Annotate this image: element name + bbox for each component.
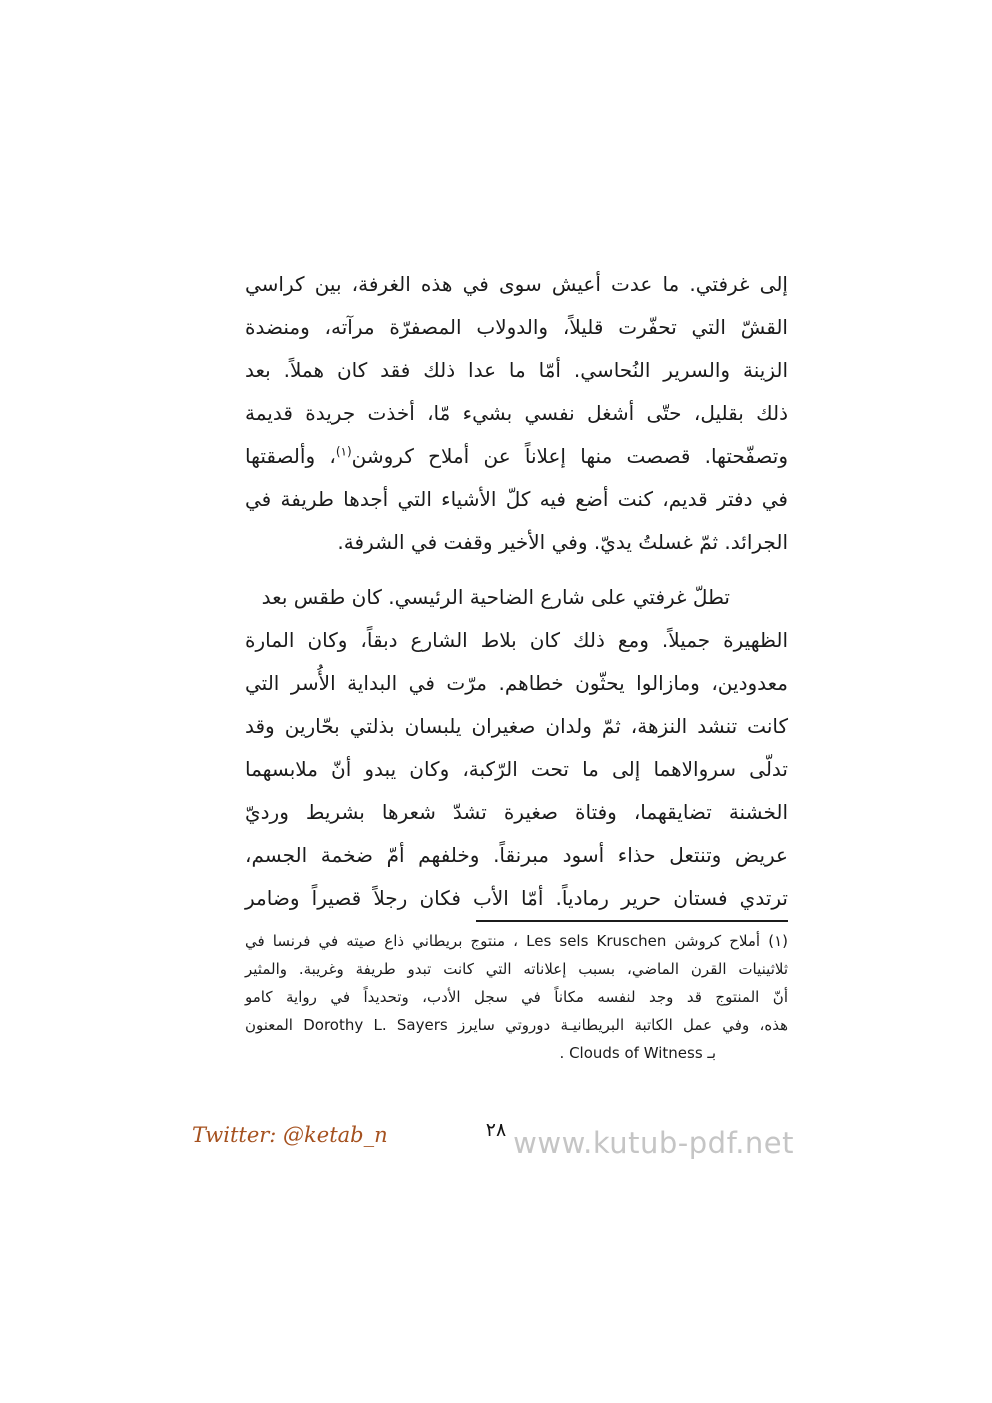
footnote-line: (١) أملاح كروشن Les sels Kruschen ، منتوج بريطاني ذاع صيته في فرنسا في <box>245 932 789 950</box>
text-line: ذلك بقليل، حتّى أشغل نفسي بشيء مّا، أخذت جريدة قديمة <box>245 401 788 425</box>
text-line: عريض وتنتعل حذاء أسود مبرنقاً. وخلفهم أمّ ضخمة الجسم، <box>245 843 788 867</box>
text-line: ترتدي فستان حرير رمادياً. أمّا الأب فكان رجلاً قصيراً وضامر <box>245 886 788 910</box>
footnote-line: أنّ المنتوج قد وجد لنفسه مكاناً في سجل الأدب، وتحديداً في رواية كامو <box>245 988 788 1006</box>
body-paragraph-1 <box>245 263 788 564</box>
text-line: الخشنة تضايقهما، وفتاة صغيرة تشدّ شعرها بشريط ورديّ <box>245 800 788 824</box>
text-line: القشّ التي تحفّرت قليلاً، والدولاب المصفرّة مرآته، ومنضدة <box>245 315 788 339</box>
page-number: ٢٨ <box>485 1119 507 1141</box>
footnote <box>245 927 788 1067</box>
text-line: الجرائد. ثمّ غسلتُ يديّ. وفي الأخير وقفت في الشرفة. <box>337 530 788 554</box>
text-line: معدودين، ومازالوا يحثّون خطاهم. مرّت في البداية الأُسر التي <box>245 671 788 695</box>
text-line <box>245 435 788 478</box>
text-segment: ، وألصقتها <box>245 444 336 468</box>
footnote-separator-line <box>476 920 788 922</box>
text-line: تطلّ غرفتي على شارع الضاحية الرئيسي. كان طقس بعد <box>261 585 730 609</box>
twitter-handle-stamp: Twitter: @ketab_n <box>192 1123 388 1147</box>
text-segment: وتصفّحتها. قصصت منها إعلاناً عن أملاح كروشن <box>351 444 788 468</box>
text-line: الظهيرة جميلاً. ومع ذلك كان بلاط الشارع دبقاً، وكان المارة <box>245 628 788 652</box>
text-line: إلى غرفتي. ما عدت أعيش سوى في هذه الغرفة، بين كراسي <box>245 272 788 296</box>
footnote-line: ثلاثينيات القرن الماضي، بسبب إعلاناته التي كانت تبدو طريفة وغريبة. والمثير <box>245 960 788 978</box>
footnote-line: بـ Clouds of Witness . <box>559 1044 716 1062</box>
footnote-line: هذه، وفي عمل الكاتبة البريطانيـة دوروتي سايرز Dorothy L. Sayers المعنون <box>245 1016 788 1034</box>
site-watermark: www.kutub-pdf.net <box>513 1126 794 1160</box>
text-line: كانت تنشد النزهة، ثمّ ولدان صغيران يلبسان بذلتي بحّارين وقد <box>245 714 788 738</box>
footnote-reference-mark: (١) <box>335 444 352 459</box>
text-line: الزينة والسرير النُحاسي. أمّا ما عدا ذلك فقد كان هملاً. بعد <box>245 358 788 382</box>
text-line: تدلّى سروالاهما إلى ما تحت الرّكبة، وكان يبدو أنّ ملابسهما <box>245 757 788 781</box>
text-line: في دفتر قديم، كنت أضع فيه كلّ الأشياء التي أجدها طريفة في <box>245 487 788 511</box>
body-paragraph-2 <box>245 576 788 920</box>
